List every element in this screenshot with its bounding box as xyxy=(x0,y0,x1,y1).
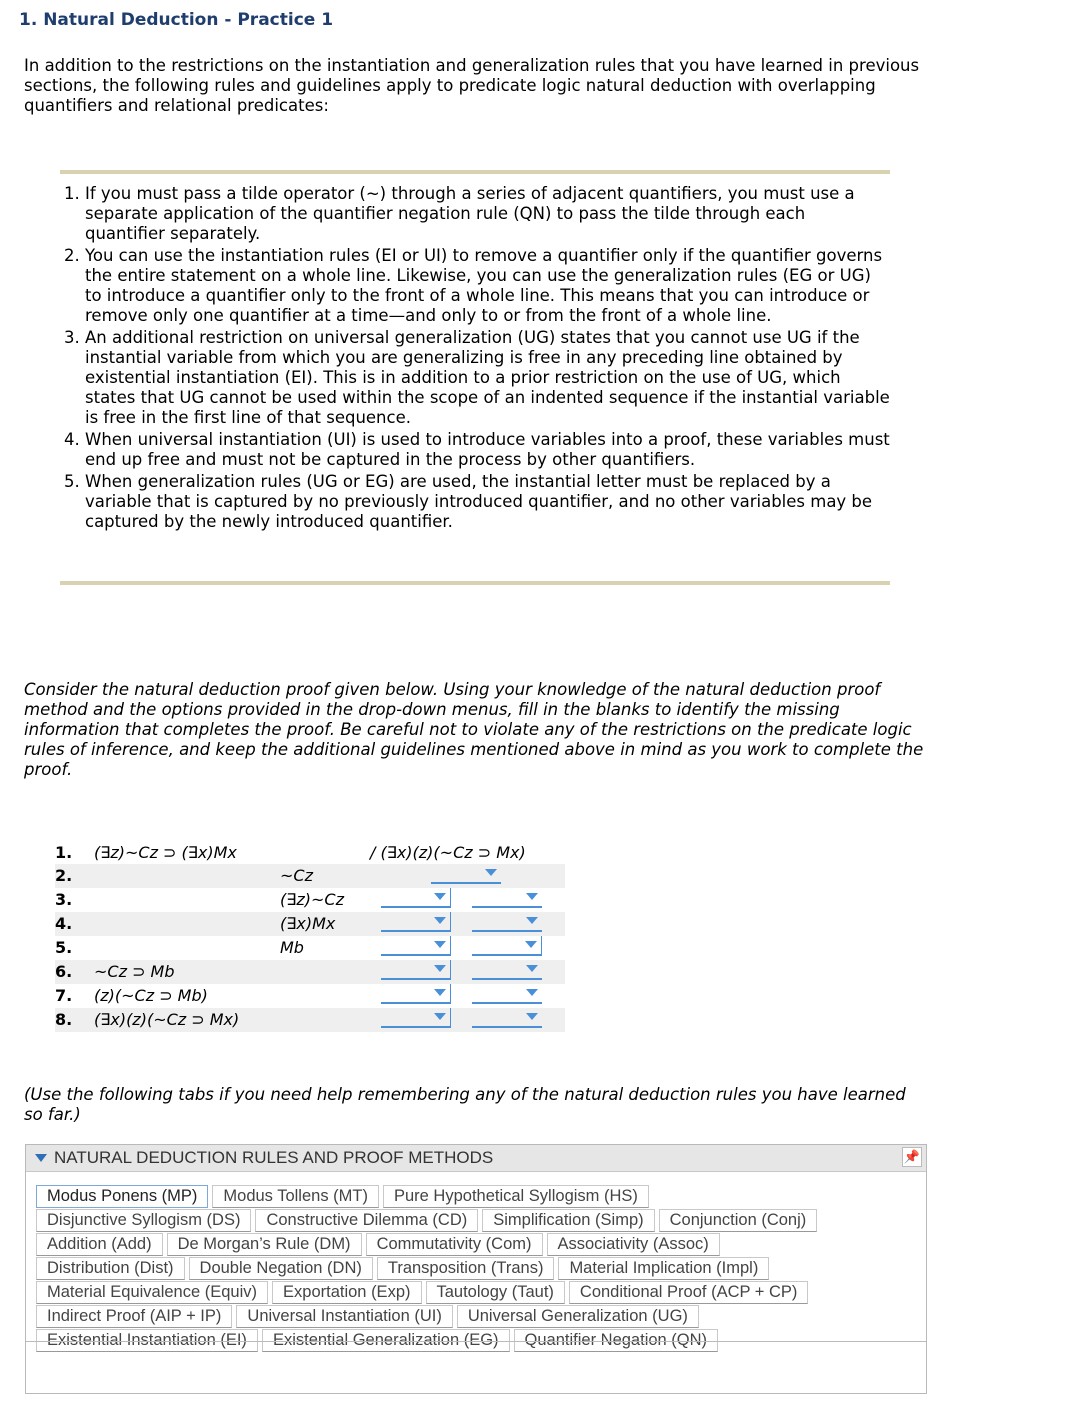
line-ref-dropdown-6[interactable] xyxy=(381,960,451,980)
tab-indirect-proof[interactable]: Indirect Proof (AIP + IP) xyxy=(36,1305,232,1328)
proof-line-4 xyxy=(55,912,565,936)
tab-transposition[interactable]: Transposition (Trans) xyxy=(377,1257,555,1280)
line-statement: (∃z)~Cz ⊃ (∃x)Mx xyxy=(94,843,237,862)
line-number: 4. xyxy=(55,914,73,933)
tab-universal-instantiation[interactable]: Universal Instantiation (UI) xyxy=(236,1305,452,1328)
tab-row xyxy=(36,1233,906,1257)
line-number: 5. xyxy=(55,938,73,957)
tab-disjunctive-syllogism[interactable]: Disjunctive Syllogism (DS) xyxy=(36,1209,251,1232)
tab-material-implication[interactable]: Material Implication (Impl) xyxy=(558,1257,769,1280)
line-number: 3. xyxy=(55,890,73,909)
tab-row xyxy=(36,1281,906,1305)
tabs-hint: (Use the following tabs if you need help remembering any of the natural deduction rules you have learned so far.) xyxy=(24,1085,906,1124)
line-number: 2. xyxy=(55,866,73,885)
proof-conclusion: / (∃x)(z)(~Cz ⊃ Mx) xyxy=(370,843,526,862)
line-ref-dropdown-7[interactable] xyxy=(381,984,451,1004)
dropdown-arrow-icon xyxy=(434,941,446,948)
dropdown-arrow-icon xyxy=(525,941,537,948)
proof-line-8 xyxy=(55,1008,565,1032)
rule-dropdown-7[interactable] xyxy=(472,984,542,1004)
tab-pure-hypothetical-syllogism[interactable]: Pure Hypothetical Syllogism (HS) xyxy=(383,1185,649,1208)
proof-line-2 xyxy=(55,864,565,888)
dropdown-arrow-icon xyxy=(526,989,538,996)
rule-dropdown-3[interactable] xyxy=(472,888,542,908)
line-statement-indented: (∃z)~Cz xyxy=(280,890,344,909)
tab-associativity[interactable]: Associativity (Assoc) xyxy=(547,1233,720,1256)
line-number: 7. xyxy=(55,986,73,1005)
dropdown-arrow-icon xyxy=(485,869,497,876)
tab-de-morgans-rule[interactable]: De Morgan’s Rule (DM) xyxy=(167,1233,362,1256)
rule-dropdown-5[interactable] xyxy=(472,936,542,956)
tab-simplification[interactable]: Simplification (Simp) xyxy=(482,1209,654,1232)
dropdown-arrow-icon xyxy=(434,989,446,996)
tab-existential-generalization[interactable]: Existential Generalization (EG) xyxy=(262,1329,510,1352)
dropdown-arrow-icon xyxy=(434,1013,446,1020)
guideline-item: 5. When generalization rules (UG or EG) are used, the instantial letter must be replaced by a variable that is captured by no previously introduced quantifier, and no other variables may be captured by the newly introduced quantifier. xyxy=(85,472,890,532)
tab-tautology[interactable]: Tautology (Taut) xyxy=(426,1281,565,1304)
proof-line-1 xyxy=(55,841,565,865)
tab-row xyxy=(36,1257,906,1281)
intro-text: In addition to the restrictions on the instantiation and generalization rules that you have learned in previous sections, the following rules and guidelines apply to predicate logic natural deduction with overlapping quantifiers and relational predicates: xyxy=(24,56,920,115)
line-statement: ~Cz ⊃ Mb xyxy=(94,962,175,981)
proof-line-6 xyxy=(55,960,565,984)
tab-material-equivalence[interactable]: Material Equivalence (Equiv) xyxy=(36,1281,268,1304)
tab-modus-tollens[interactable]: Modus Tollens (MT) xyxy=(212,1185,379,1208)
line-number: 1. xyxy=(55,843,73,862)
line-statement: (z)(~Cz ⊃ Mb) xyxy=(94,986,208,1005)
rule-dropdown-4[interactable] xyxy=(472,912,542,932)
dropdown-arrow-icon xyxy=(526,917,538,924)
proof-line-3 xyxy=(55,888,565,912)
line-statement: (∃x)(z)(~Cz ⊃ Mx) xyxy=(94,1010,240,1029)
page-title: 1. Natural Deduction - Practice 1 xyxy=(19,10,334,30)
dropdown-arrow-icon xyxy=(526,893,538,900)
tab-addition[interactable]: Addition (Add) xyxy=(36,1233,163,1256)
dropdown-arrow-icon xyxy=(434,893,446,900)
rule-dropdown-8[interactable] xyxy=(472,1008,542,1028)
pin-icon[interactable]: 📌 xyxy=(902,1147,922,1167)
dropdown-arrow-icon xyxy=(434,917,446,924)
dropdown-arrow-icon xyxy=(526,1013,538,1020)
line-ref-dropdown-3[interactable] xyxy=(381,888,451,908)
proof-line-5 xyxy=(55,936,565,960)
guideline-item: 3. An additional restriction on universal generalization (UG) states that you cannot use UG if the instantial variable from which you are generalizing is free in any preceding line obtained by existential instantiation (EI). This is in addition to a prior restriction on the use of UG, which states that UG cannot be used within the scope of an indented sequence if the instantial variable is free in the first line of that sequence. xyxy=(85,328,890,428)
panel-header[interactable] xyxy=(26,1145,926,1172)
rules-panel xyxy=(25,1144,927,1394)
guideline-item: 1. If you must pass a tilde operator (~) through a series of adjacent quantifiers, you must use a separate application of the quantifier negation rule (QN) to pass the tilde through each quantifier separately. xyxy=(85,184,890,244)
tab-distribution[interactable]: Distribution (Dist) xyxy=(36,1257,185,1280)
tab-conjunction[interactable]: Conjunction (Conj) xyxy=(659,1209,818,1232)
line-number: 6. xyxy=(55,962,73,981)
tab-quantifier-negation[interactable]: Quantifier Negation (QN) xyxy=(514,1329,719,1352)
guidelines-list xyxy=(60,174,890,532)
tab-row xyxy=(36,1209,906,1233)
panel-title: NATURAL DEDUCTION RULES AND PROOF METHODS xyxy=(54,1148,494,1167)
instructions-text: Consider the natural deduction proof given below. Using your knowledge of the natural deduction proof method and the options provided in the drop-down menus, fill in the blanks to identify the missing information that completes the proof. Be careful not to violate any of the restrictions on the predicate logic rules of inference, and keep the additional guidelines mentioned above in mind as you work to complete the proof. xyxy=(24,680,924,779)
line-statement-indented: Mb xyxy=(280,938,304,957)
proof-line-7 xyxy=(55,984,565,1008)
tab-row xyxy=(36,1185,906,1209)
tab-conditional-proof[interactable]: Conditional Proof (ACP + CP) xyxy=(569,1281,809,1304)
tab-row xyxy=(36,1305,906,1329)
line-statement-indented: ~Cz xyxy=(280,866,313,885)
tab-constructive-dilemma[interactable]: Constructive Dilemma (CD) xyxy=(255,1209,478,1232)
rule-dropdown-6[interactable] xyxy=(472,960,542,980)
collapse-triangle-icon[interactable] xyxy=(35,1154,47,1162)
line-ref-dropdown-8[interactable] xyxy=(381,1008,451,1028)
rule-tabs xyxy=(36,1185,906,1353)
tab-double-negation[interactable]: Double Negation (DN) xyxy=(189,1257,373,1280)
tab-modus-ponens[interactable]: Modus Ponens (MP) xyxy=(36,1185,208,1208)
guidelines-box xyxy=(60,170,890,585)
tab-commutativity[interactable]: Commutativity (Com) xyxy=(366,1233,543,1256)
panel-content-area xyxy=(26,1341,926,1402)
guideline-item: 2. You can use the instantiation rules (EI or UI) to remove a quantifier only if the quantifier governs the entire statement on a whole line. Likewise, you can use the generalization rules (EG or UG) to introduce a quantifier only to the front of a whole line. This means that you can introduce or remove only one quantifier at a time—and only to or from the front of a whole line. xyxy=(85,246,890,326)
tab-exportation[interactable]: Exportation (Exp) xyxy=(272,1281,421,1304)
dropdown-arrow-icon xyxy=(526,965,538,972)
justification-dropdown-2[interactable] xyxy=(431,864,501,884)
line-statement-indented: (∃x)Mx xyxy=(280,914,336,933)
line-number: 8. xyxy=(55,1010,73,1029)
line-ref-dropdown-4[interactable] xyxy=(381,912,451,932)
line-ref-dropdown-5[interactable] xyxy=(381,936,451,956)
dropdown-arrow-icon xyxy=(434,965,446,972)
tab-existential-instantiation[interactable]: Existential Instantiation (EI) xyxy=(36,1329,258,1352)
tab-universal-generalization[interactable]: Universal Generalization (UG) xyxy=(457,1305,699,1328)
guideline-item: 4. When universal instantiation (UI) is used to introduce variables into a proof, these variables must end up free and must not be captured in the process by other quantifiers. xyxy=(85,430,890,470)
